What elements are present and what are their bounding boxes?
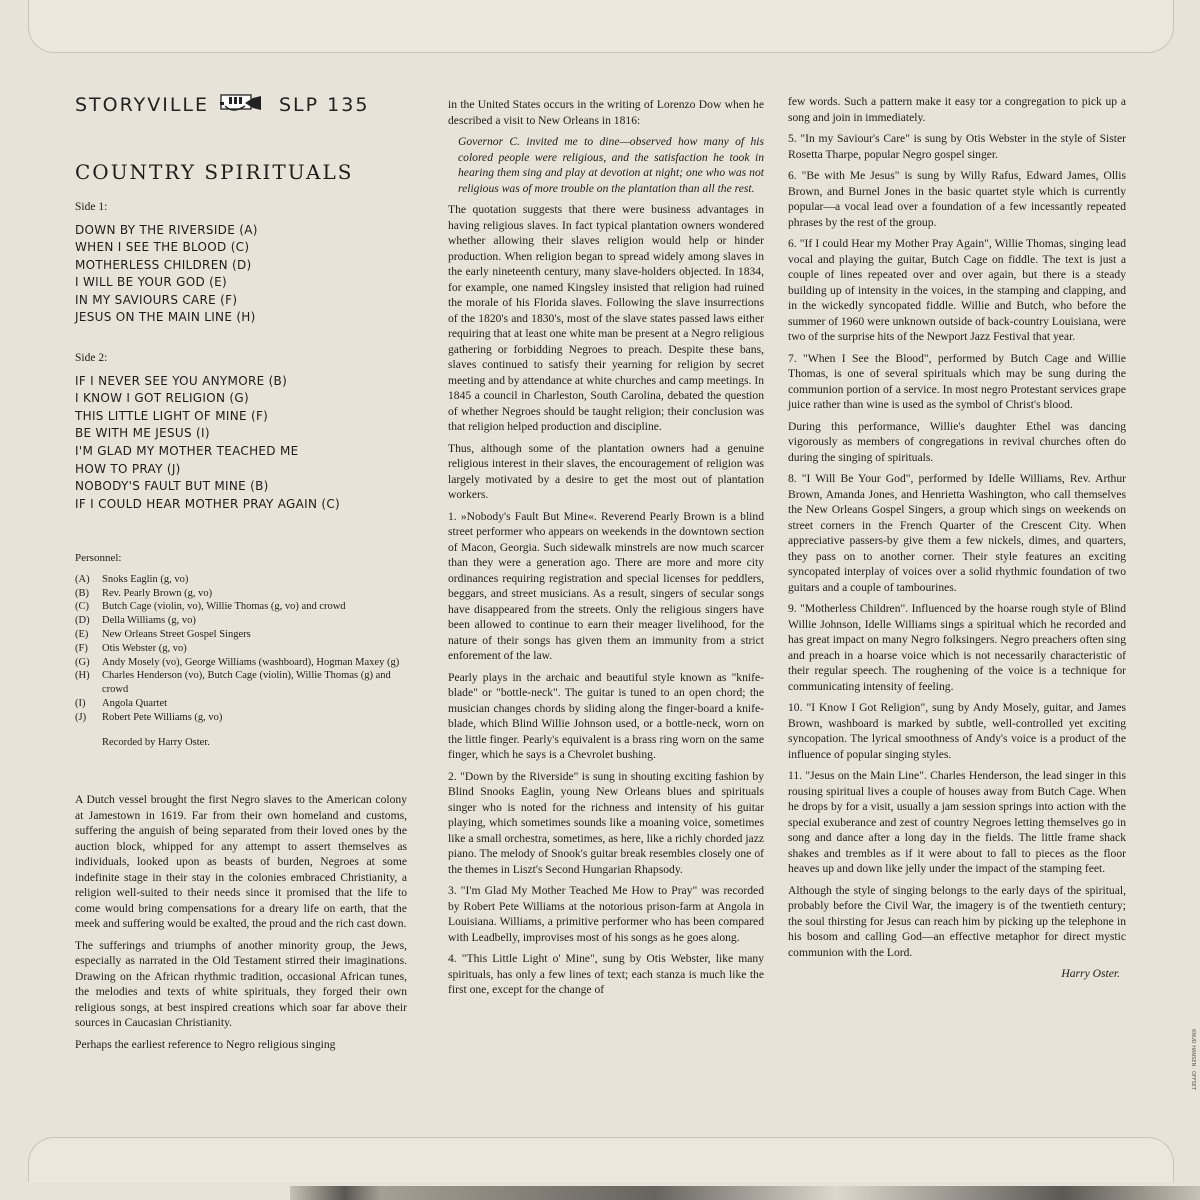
album-title: COUNTRY SPIRITUALS <box>75 159 354 184</box>
catalog-number: SLP 135 <box>279 93 370 116</box>
essay-paragraph: in the United States occurs in the writing of Lorenzo Dow when he described a visit to New Orleans in 1816: <box>448 98 764 127</box>
personnel-entry <box>75 711 407 725</box>
side-1-tracklist <box>75 222 407 328</box>
sleeve-bottom-flap <box>28 1137 1174 1182</box>
personnel-code: (C) <box>75 601 89 613</box>
track-item: THIS LITTLE LIGHT OF MINE (F) <box>75 408 269 423</box>
trumpet-icon <box>219 92 265 119</box>
track-item: HOW TO PRAY (J) <box>75 461 181 476</box>
sleeve-top-flap <box>28 0 1174 53</box>
personnel-text: Rev. Pearly Brown (g, vo) <box>102 587 213 599</box>
personnel-text: Angola Quartet <box>102 697 168 709</box>
personnel-code: (B) <box>75 587 89 599</box>
personnel-text: Snoks Eaglin (g, vo) <box>102 573 189 585</box>
essay-paragraph: Pearly plays in the archaic and beautiful style known as "knife-blade" or "bottle-neck". The guitar is tuned to an open chord; the musician changes chords by sliding along the finger-board a knife-blade, which Blind Willie Johnson used, or a bottle-neck, worn on the little finger. Pearly's equivalent is a brass ring worn on the same finger, which he says is a Chevrolet bushing. <box>448 670 764 761</box>
personnel-text: Andy Mosely (vo), George Williams (washboard), Hogman Maxey (g) <box>102 656 400 668</box>
personnel-code: (A) <box>75 573 90 585</box>
column-3 <box>788 94 1126 982</box>
track-item: MOTHERLESS CHILDREN (D) <box>75 257 252 272</box>
track-item: I'M GLAD MY MOTHER TEACHED ME <box>75 443 299 458</box>
essay-paragraph: 7. "When I See the Blood", performed by Butch Cage and Willie Thomas, is one of several spirituals which may be sung during the communion portion of a service. In most negro Protestant services grape juice rather than wine is used as the symbol of Christ's blood. <box>788 351 1126 411</box>
personnel-list <box>75 573 407 725</box>
personnel-code: (I) <box>75 697 86 709</box>
essay-paragraph: 6. "Be with Me Jesus" is sung by Willy Rafus, Edward James, Ollis Brown, and Burnel Jones in the basic quartet style which is currently popular—a vocal lead over a foundation of a few incessantly repeated phrases by the rest of the group. <box>788 169 1126 229</box>
printer-credit: KNUD HANSEN · OFFSET <box>1190 1029 1196 1090</box>
personnel-entry <box>75 628 407 642</box>
track-item: DOWN BY THE RIVERSIDE (A) <box>75 222 258 237</box>
author-signature: Harry Oster. <box>1061 967 1120 980</box>
track-item: NOBODY'S FAULT BUT MINE (B) <box>75 479 269 494</box>
personnel-code: (D) <box>75 615 90 627</box>
personnel-entry <box>75 669 407 697</box>
track-item: JESUS ON THE MAIN LINE (H) <box>75 310 256 325</box>
personnel-code: (G) <box>75 656 90 668</box>
personnel-entry <box>75 697 407 711</box>
personnel-text: Butch Cage (violin, vo), Willie Thomas (g, vo) and crowd <box>102 601 346 613</box>
track-item: WHEN I SEE THE BLOOD (C) <box>75 240 250 255</box>
personnel-entry <box>75 573 407 587</box>
personnel-entry <box>75 614 407 628</box>
essay-paragraph: 2. "Down by the Riverside" is sung in shouting exciting fashion by Blind Snooks Eaglin, young New Orleans blues and spirituals singer who is noted for the richness and intensity of his guitar playing, which sometimes sounds like a moaning voice, sometimes like a small orchestra, sometimes, as here, like a richly chorded jazz piano. The melody of Snook's guitar break resembles closely one of the themes in Liszt's Second Hungarian Rhapsody. <box>448 769 764 876</box>
essay-paragraph: The quotation suggests that there were business advantages in having religious slaves. In fact typical plantation owners wondered whether allowing their slaves religion would help or hinder production. When religion began to spread widely among slaves in the early nineteenth century, many slave-holders objected. In 1834, for example, one named Kingsley insisted that religion had ruined the morale of his Florida slaves. Following the slave insurrections of the 1820's and 1830's, most of the slave states passed laws either requiring that at least one white man be present at a Negro religious gathering or forbidding Negroes to preach. Despite these bans, slaves continued to satisfy their yearning for religion by secret meeting and by attendance at white churches and camp meetings. In 1845 a council in Charleston, South Carolina, debated the question of whether Negroes should be taught religion; their conclusion was that religion helped production and discipline. <box>448 203 764 433</box>
essay-paragraph: 3. "I'm Glad My Mother Teached Me How to Pray" was recorded by Robert Pete Williams at the notorious prison-farm at Angola in Louisiana. Williams, a primitive performer who has been compared with Leadbelly, improvises most of his songs as he goes along. <box>448 884 764 944</box>
essay-paragraph: The sufferings and triumphs of another minority group, the Jews, especially as narrated in the Old Testament stirred their imaginations. Drawing on the African rhythmic tradition, occasional African tunes, the melodies and texts of white spirituals, they forged their own religious songs, at best inspired creations which soar far above their sources in Caucasian Christianity. <box>75 938 407 1030</box>
essay-paragraph: Thus, although some of the plantation owners had a genuine religious interest in their slaves, the encouragement of religion was largely motivated by a desire to get the most out of plantation workers. <box>448 441 764 501</box>
personnel-code: (E) <box>75 629 89 640</box>
side-2-tracklist <box>75 373 407 514</box>
personnel-code: (J) <box>75 711 87 723</box>
essay-paragraph: 8. "I Will Be Your God", performed by Idelle Williams, Rev. Arthur Brown, Amanda Jones, and Henrietta Washington, who call themselves the New Orleans Gospel Singers, a group which sings on weekends on street corners in the French Quarter of the Crescent City. When appreciative passers-by give them a few nickels, dimes, and quarters, they pass on to another corner. Their style features an exciting syncopated interplay of voices over a solid rhythmic foundation of two guitars and a couple of tambourines. <box>788 472 1126 594</box>
column-2 <box>448 97 764 1004</box>
track-item: I KNOW I GOT RELIGION (G) <box>75 391 249 406</box>
sleeve-bottom-edge <box>290 1186 1200 1200</box>
essay-paragraph: 6. "If I could Hear my Mother Pray Again", Willie Thomas, singing lead vocal and playing the guitar, Butch Cage on fiddle. The text is just a couple of lines repeated over and over again, but there is a steady building up of intensity in the voices, in the stamping and clapping, and in the wickedly syncopated fiddle. Willie and Butch, who before the summer of 1960 were unknown outside of back-country Louisiana, were two of the surprise hits of the Newport Jazz Festival that year. <box>788 237 1126 343</box>
essay-paragraph: 5. "In my Saviour's Care" is sung by Otis Webster in the style of Sister Rosetta Tharpe, popular Negro gospel singer. <box>788 132 1126 161</box>
side-2-heading: Side 2: <box>75 352 108 365</box>
label-name: STORYVILLE <box>75 93 209 116</box>
essay-paragraph: During this performance, Willie's daughter Ethel was dancing vigorously as members of congregations in revival churches often do during the singing of spirituals. <box>788 419 1126 464</box>
personnel-text: Otis Webster (g, vo) <box>102 642 187 654</box>
track-item: IF I COULD HEAR MOTHER PRAY AGAIN (C) <box>75 496 340 511</box>
personnel-entry <box>75 600 407 614</box>
essay-paragraph: few words. Such a pattern make it easy tor a congregation to pick up a song and join in immediately. <box>788 95 1126 124</box>
essay-paragraph: Perhaps the earliest reference to Negro religious singing <box>75 1037 336 1051</box>
track-item: I WILL BE YOUR GOD (E) <box>75 275 227 290</box>
track-item: IN MY SAVIOURS CARE (F) <box>75 292 238 307</box>
side-1-heading: Side 1: <box>75 201 108 213</box>
personnel-text: New Orleans Street Gospel Singers <box>102 629 251 640</box>
recorded-by: Recorded by Harry Oster. <box>102 736 210 748</box>
personnel-code: (F) <box>75 642 88 654</box>
personnel-entry <box>75 642 407 656</box>
personnel-text: Della Williams (g, vo) <box>102 615 196 627</box>
essay-column-1 <box>75 792 407 1052</box>
essay-paragraph: 4. "This Little Light o' Mine", sung by Otis Webster, like many spirituals, has only a few lines of text; each stanza is much like the first one, except for the change of <box>448 952 764 996</box>
personnel-text: Charles Henderson (vo), Butch Cage (violin), Willie Thomas (g) and crowd <box>102 670 391 696</box>
personnel-entry <box>75 656 407 670</box>
essay-paragraph: Although the style of singing belongs to the early days of the spiritual, probably before the Civil War, the imagery is of the twentieth century; the soul thirsting for Jesus can reach him by picking up the telephone in his bosom and calling God—an effective metaphor for direct mystic communion with the Lord. <box>788 883 1126 959</box>
personnel-heading: Personnel: <box>75 552 122 565</box>
label-header <box>75 92 407 119</box>
personnel-text: Robert Pete Williams (g, vo) <box>102 711 223 723</box>
essay-paragraph: 9. "Motherless Children". Influenced by the hoarse rough style of Blind Willie Johnson, Idelle Williams sings a spiritual which he recorded and has great impact on many Negro folksingers. Negro preachers often sing and preach in a hoarse voice which is not necessarily characteristic of their regular speech. The roughening of the voice is a technique for communicating intensity of feeling. <box>788 602 1126 693</box>
column-1 <box>75 92 407 1058</box>
personnel-entry <box>75 587 407 601</box>
track-item: BE WITH ME JESUS (I) <box>75 426 210 441</box>
essay-paragraph: 1. »Nobody's Fault But Mine«. Reverend Pearly Brown is a blind street performer who appears on weekends in the downtown section of Macon, Georgia. Such sidewalk minstrels are now much scarcer than they were a generation ago. There are more and more city ordinances requiring registration and special licenses for peddlers, beggars, and street musicians. As a result, singers of secular songs have disappeared from the streets. Only the religious singers have been allowed to continue to earn their meager livelihood, for the nature of their songs has given them an immunity from a strict enforement of the law. <box>448 509 764 662</box>
personnel-code: (H) <box>75 670 90 682</box>
track-item: IF I NEVER SEE YOU ANYMORE (B) <box>75 373 288 388</box>
block-quote: Governor C. invited me to dine—observed how many of his colored people were religious, and the satisfaction he took in hearing them sing and play at devotion at night; one who was not religious was of more trouble on the plantation than all the rest. <box>458 135 764 195</box>
essay-paragraph: 10. "I Know I Got Religion", sung by Andy Mosely, guitar, and James Brown, washboard is marked by subtle, well-controlled yet exciting syncopation. The lyrical smoothness of Andy's voice is a product of the influence of popular singing styles. <box>788 701 1126 761</box>
essay-paragraph: 11. "Jesus on the Main Line". Charles Henderson, the lead singer in this rousing spiritual lives a couple of houses away from Butch Cage. When he drops by for a visit, usually a jam session springs into action with the special exuberance and zest of country Negroes letting themselves go in song and dance after a long day in the fields. The little frame shack shakes and trembles as if it were about to fall to pieces as the floor heaves up and down like jelly under the impact of the stamping feet. <box>788 769 1126 875</box>
essay-paragraph: A Dutch vessel brought the first Negro slaves to the American colony at Jamestown in 1619. Far from their own homeland and customs, suffering the anguish of being separated from their loved ones by the auction block, whipped for any attempt to assert themselves as individuals, looked upon as beasts of burden, Negroes at some indefinite stage in their stay in the colonies embraced Christianity, a religion well-suited to their needs since it promised that the life to come would bring compensations for a dreary life on earth, that the meek and suffering would be exalted, the proud and the rich cast down. <box>75 793 407 931</box>
